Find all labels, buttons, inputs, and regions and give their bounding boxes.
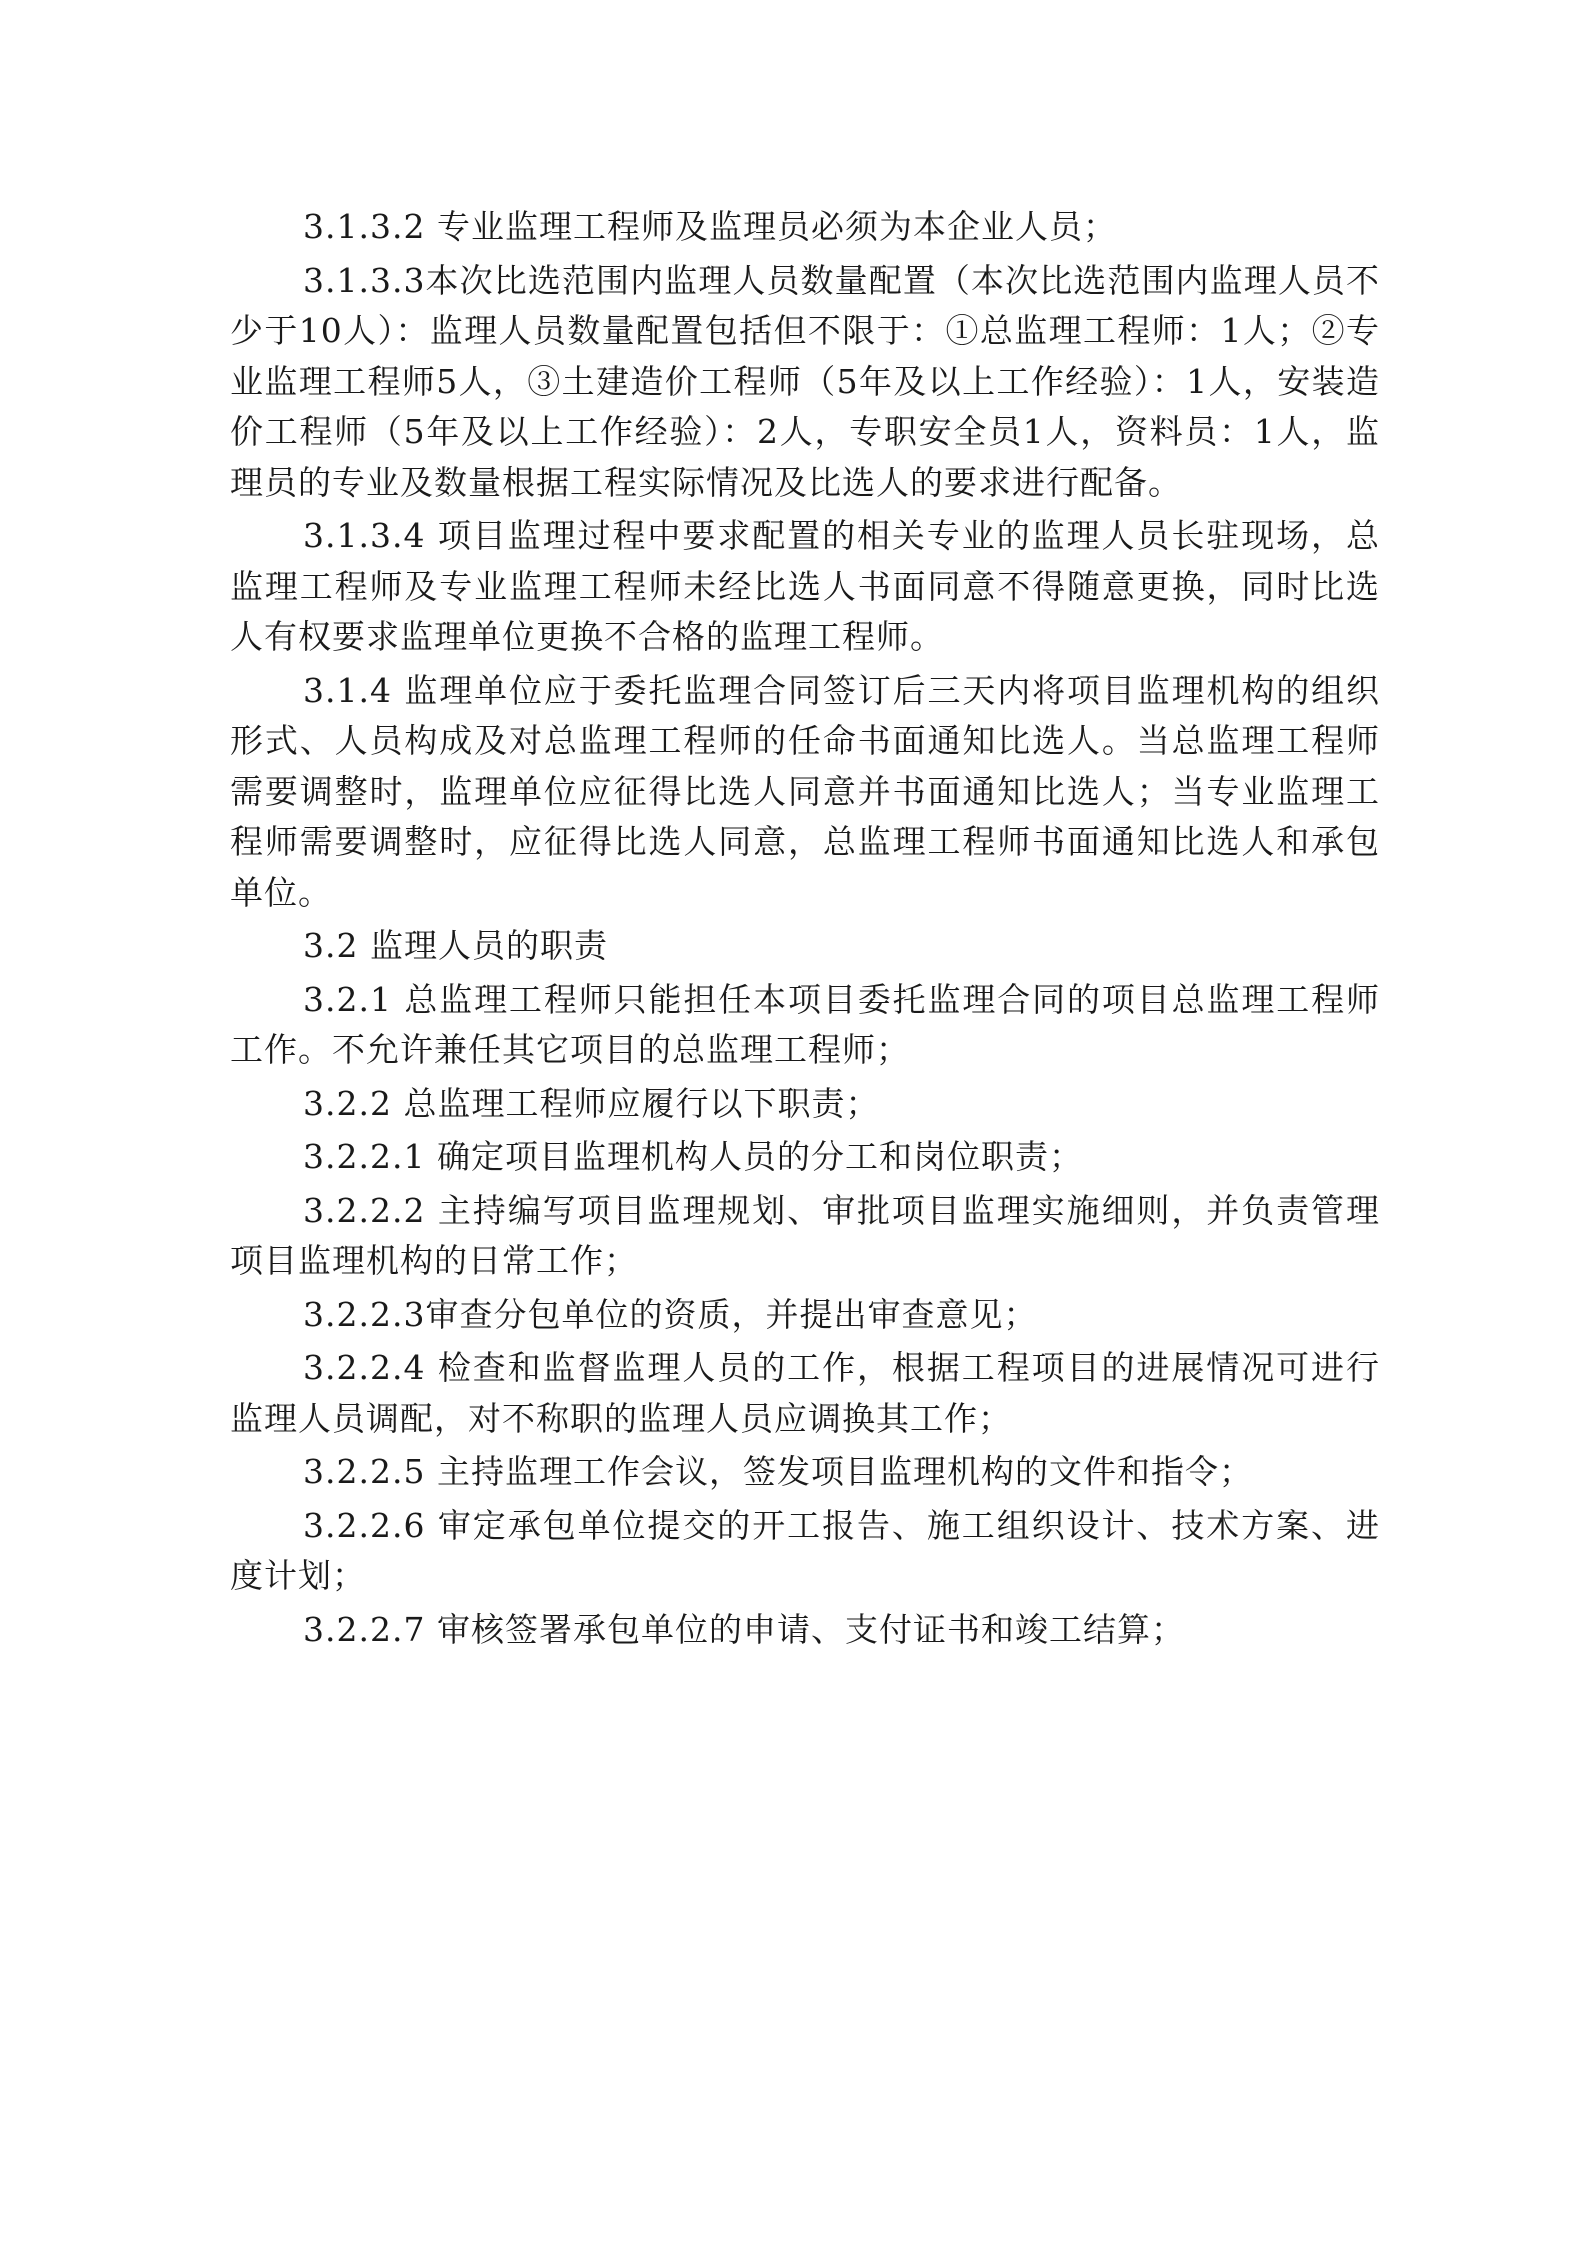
paragraph-3-2-2-2: 3.2.2.2 主持编写项目监理规划、审批项目监理实施细则，并负责管理项目监理机构的日常工作； <box>230 1190 1380 1280</box>
paragraph-3-2-2-5: 3.2.2.5 主持监理工作会议，签发项目监理机构的文件和指令； <box>303 1452 1253 1491</box>
section-heading-3-2: 3.2 监理人员的职责 <box>303 926 608 965</box>
document-body <box>230 202 1380 1658</box>
paragraph-3-2-2-7: 3.2.2.7 审核签署承包单位的申请、支付证书和竣工结算； <box>303 1609 1185 1649</box>
paragraph-3-1-3-3: 3.1.3.3本次比选范围内监理人员数量配置（本次比选范围内监理人员不少于10人）：监理人员数量配置包括但不限于：①总监理工程师：1人；②专业监理工程师5人，③土建造价工程师（5年及以上工作经验）：1人，安装造价工程师（5年及以上工作经验）：2人，专职安全员1人，资料员：1人，监理员的专业及数量根据工程实际情况及比选人的要求进行配备。 <box>230 260 1380 502</box>
paragraph-3-2-1: 3.2.1 总监理工程师只能担任本项目委托监理合同的项目总监理工程师工作。不允许兼任其它项目的总监理工程师； <box>230 979 1380 1069</box>
paragraph-3-1-3-4: 3.1.3.4 项目监理过程中要求配置的相关专业的监理人员长驻现场，总监理工程师及专业监理工程师未经比选人书面同意不得随意更换，同时比选人有权要求监理单位更换不合格的监理工程师。 <box>230 516 1380 656</box>
paragraph-3-2-2-4: 3.2.2.4 检查和监督监理人员的工作，根据工程项目的进展情况可进行监理人员调配，对不称职的监理人员应调换其工作； <box>230 1348 1380 1438</box>
paragraph-3-1-4: 3.1.4 监理单位应于委托监理合同签订后三天内将项目监理机构的组织形式、人员构成及对总监理工程师的任命书面通知比选人。当总监理工程师需要调整时，监理单位应征得比选人同意并书面通知比选人；当专业监理工程师需要调整时，应征得比选人同意，总监理工程师书面通知比选人和承包单位。 <box>230 670 1380 912</box>
paragraph-3-1-3-2: 3.1.3.2 专业监理工程师及监理员必须为本企业人员； <box>303 207 1117 246</box>
paragraph-3-2-2: 3.2.2 总监理工程师应履行以下职责； <box>303 1083 880 1123</box>
paragraph-3-2-2-6: 3.2.2.6 审定承包单位提交的开工报告、施工组织设计、技术方案、进度计划； <box>230 1505 1380 1595</box>
paragraph-3-2-2-3: 3.2.2.3审查分包单位的资质，并提出审查意见； <box>303 1294 1038 1334</box>
paragraph-3-2-2-1: 3.2.2.1 确定项目监理机构人员的分工和岗位职责； <box>303 1137 1083 1176</box>
